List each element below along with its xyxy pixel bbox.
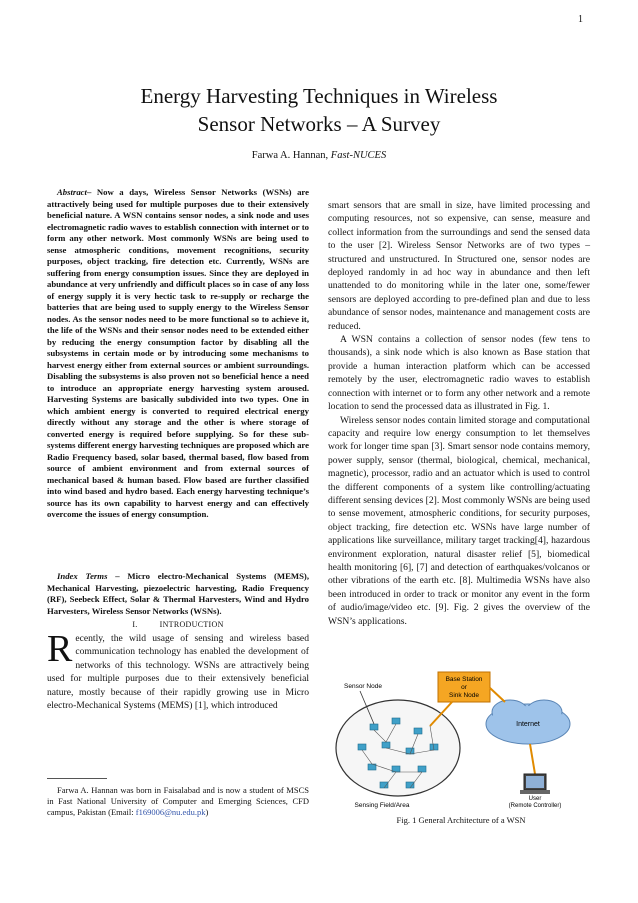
footnote-end: ) — [205, 807, 209, 817]
right-paragraph-2: A WSN contains a collection of sensor nodes (few tens to thousands), a sink node which is also known as Base station that provide a human interaction platform which can be accessed remotely by the user, electromagnetic radio waves to establish connection with internet or to form any other network and a remote location to send the processed data as illustrated in Fig. 1. — [328, 334, 590, 413]
base-station-label-2: or — [461, 684, 467, 691]
paper-title — [40, 82, 598, 138]
right-paragraph-1: smart sensors that are small in size, have limited processing and computing resources, not so expensive, can sense, measure and collect information from the surroundings and send the sensed data to the user [2]. Wireless Sensor Networks are of two types – structured and unstructured. In Structured one, sensor nodes are deployed randomly in ad hoc way in abundance and then left unattended to do monitoring while in the later one, some/fewer sensors are deployed according to pre-defined plan and due to less abundance of sensor nodes, maintenance and management costs are reduced. — [328, 200, 590, 332]
computer-icon — [520, 774, 550, 794]
index-terms — [47, 571, 309, 617]
intro-text: ecently, the wild usage of sensing and wireless based communication technology has enabled the development of networks of this technology. WSNs are attractively being used for multiple purposes due to their extensively beneficial nature, mostly because of their rapidly growing use in Micro electro-Mechanical Systems (MEMS) [1], which introduced — [47, 633, 309, 712]
section-number: I. — [132, 620, 138, 629]
abstract-label: Abstract — [57, 187, 87, 197]
internet-to-user-arrow — [530, 744, 535, 774]
intro-paragraph — [47, 628, 309, 712]
drop-cap: R — [47, 628, 73, 670]
page-number: 1 — [578, 14, 583, 25]
user-label-2: (Remote Controller) — [508, 803, 562, 809]
wsn-architecture-figure — [330, 666, 580, 811]
base-station-label-3: Sink Node — [449, 692, 479, 699]
footnote-email-link[interactable]: f169006@nu.edu.pk — [135, 807, 206, 817]
keywords-text: – Micro electro-Mechanical Systems (MEMS), Mechanical Harvesting, piezoelectric harvesting, Radio Frequency (RF), Seebeck Effect, Solar & Thermal Harvesters, Wind and Hydro Harvesters, Wireless Sensor Networks (WSNs). — [47, 571, 310, 616]
keywords-label: Index Terms — [57, 571, 108, 581]
figure-caption: Fig. 1 General Architecture of a WSN — [396, 815, 526, 825]
section-heading — [47, 620, 309, 629]
abstract — [47, 187, 309, 521]
author-name: Farwa A. Hannan, — [251, 150, 329, 161]
author-line — [40, 150, 598, 161]
right-paragraph-3: Wireless sensor nodes contain limited storage and computational capacity and require low energy consumption to let themselves work for longer time span [3]. Smart sensor node contains memory, power supply, sensor (thermal, biological, chemical, mechanical, magnetic), processor, radio and an actuator which is used to control the different components of a system like controlling/actuating different sensing devices [2]. Most commonly WSNs are being used to sense movement, atmospheric conditions, for security purposes, object tracking, fire detection etc. WSNs have large number of applications like surveillance, military target tracking[4], hazardous environment exploration, natural disaster relief [5], biomedical health monitoring [6], [7] and detection of earthquakes/volcanos or other vibrations of the earth etc. [8]. Multimedia WSNs have also been introduced in order to track or monitor any event in the form of audio/image/video etc. [9]. Fig. 2 gives the overview of the WSN’s applications. — [328, 414, 590, 627]
title-line-1: Energy Harvesting Techniques in Wireless — [140, 84, 498, 108]
abstract-text: – Now a days, Wireless Sensor Networks (WSNs) are attractively being used for multiple purposes due to their extensively beneficial nature. A WSN contains sensor nodes, a sink node and uses electromagnetic radio waves to establish connection with internet or to form any other network. Most commonly WSNs are being used to sense atmospheric conditions, movement recognitions, security purposes, object tracking, fire detection etc. Currently, WSNs are suffering from energy consumption issues. Since they are deployed in abundance at very unfriendly and difficult places so in case of any loss of energy supply it is very hectic task to re-supply or recharge the batteries that are being used to supply energy to the Wireless Sensor nodes. As the sensor nodes need to be more functional so to achieve it, the life of the WSNs and their sensor nodes need to be extended either by reducing the energy consumption factor by disabling all the subsystems in certain mode or by introducing some mechanisms to harvest energy either from external sources or ambient surroundings. Disabling the subsystems is also proven not so beneficial hence a need to introduce an appropriate energy harvesting system aroused. Harvesting Systems are basically subdivided into two types. One in which ambient energy is converted to required electrical energy directly without any storage and the other is where storage of converted energy is required before supplying. So for these sub-systems different energy harvesting techniques are proposed which are Radio Frequency based, solar based, thermal based, flow based from source of ambient environment and from external sources of mechanical based & human based. Flow based are further classified into wind based and hydro based. Each energy harvesting technique’s source has its own capability to harvest energy and can effectively overcome the issues of energy consumption. — [47, 187, 309, 519]
field-label: Sensing Field/Area — [354, 802, 410, 809]
section-title: INTRODUCTION — [159, 620, 224, 629]
footnote — [47, 785, 309, 818]
user-label-1: User — [528, 796, 542, 802]
internet-label: Internet — [516, 721, 540, 728]
footnote-rule — [47, 778, 107, 779]
title-line-2: Sensor Networks – A Survey — [197, 112, 441, 136]
footnote-text: Farwa A. Hannan was born in Faisalabad and is now a student of MSCS in Fast National University of Computer and Emerging Sciences, CFD campus, Pakistan (Email: — [47, 785, 309, 817]
base-station-label-1: Base Station — [445, 676, 483, 683]
right-column — [328, 199, 590, 628]
sensor-node-label: Sensor Node — [344, 683, 382, 690]
base-to-internet-arrow — [490, 688, 505, 702]
author-affiliation: Fast-NUCES — [330, 150, 387, 161]
